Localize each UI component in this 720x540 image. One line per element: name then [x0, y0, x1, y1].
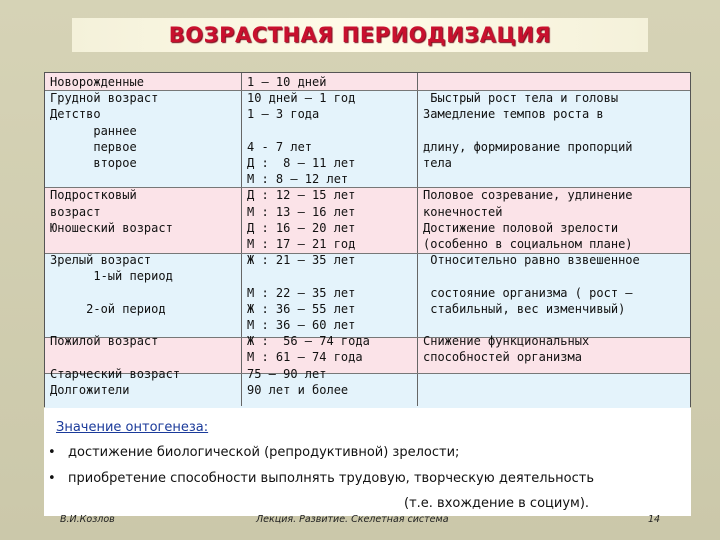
footer-page-number: 14: [648, 514, 661, 525]
ontogenesis-heading: Значение онтогенеза:: [56, 420, 209, 435]
column-divider: [417, 73, 418, 406]
ontogenesis-panel: [44, 408, 691, 516]
period-characteristics: Быстрый рост тела и головы Замедление темпов роста в длину, формирование пропорций тела Половое созревание, удлинение конечностей Достижение половой зрелости (особенно в социальном плане) Относительно равно взвешенное состояние организма ( рост – стабильный, вес изменчивый) Снижение функциональных способностей организма: [423, 91, 640, 365]
age-periodization-table: [44, 72, 691, 407]
title-banner: [72, 18, 648, 52]
bullet-icon: •: [48, 445, 56, 460]
ontogenesis-item: приобретение способности выполнять трудовую, творческую деятельность: [68, 471, 595, 486]
footer-author: В.И.Козлов: [60, 514, 115, 525]
ontogenesis-item: достижение биологической (репродуктивной) зрелости;: [68, 445, 460, 460]
footer-lecture: Лекция. Развитие. Скелетная система: [256, 514, 449, 525]
column-divider: [241, 73, 242, 406]
bullet-icon: •: [48, 471, 56, 486]
age-ranges: 1 – 10 дней 10 дней – 1 год 1 – 3 года 4 - 7 лет Д : 8 – 11 лет М : 8 – 12 лет Д : 12 – 15 лет М : 13 – 16 лет Д : 16 – 20 лет М : 17 – 21 год Ж : 21 – 35 лет М : 22 – 35 лет Ж : 36 – 55 лет М : 36 – 60 лет Ж : 56 – 74 года М : 61 – 74 года 75 – 90 лет 90 лет и более: [247, 75, 370, 397]
ontogenesis-item-continuation: (т.е. вхождение в социум).: [404, 496, 590, 511]
slide-title: ВОЗРАСТНАЯ ПЕРИОДИЗАЦИЯ: [168, 23, 552, 47]
age-period-names: Новорожденные Грудной возраст Детство раннее первое второе Подростковый возраст Юношеский возраст Зрелый возраст 1-ый период 2-ой период Пожилой возраст Старческий возраст Долгожители: [50, 75, 181, 397]
